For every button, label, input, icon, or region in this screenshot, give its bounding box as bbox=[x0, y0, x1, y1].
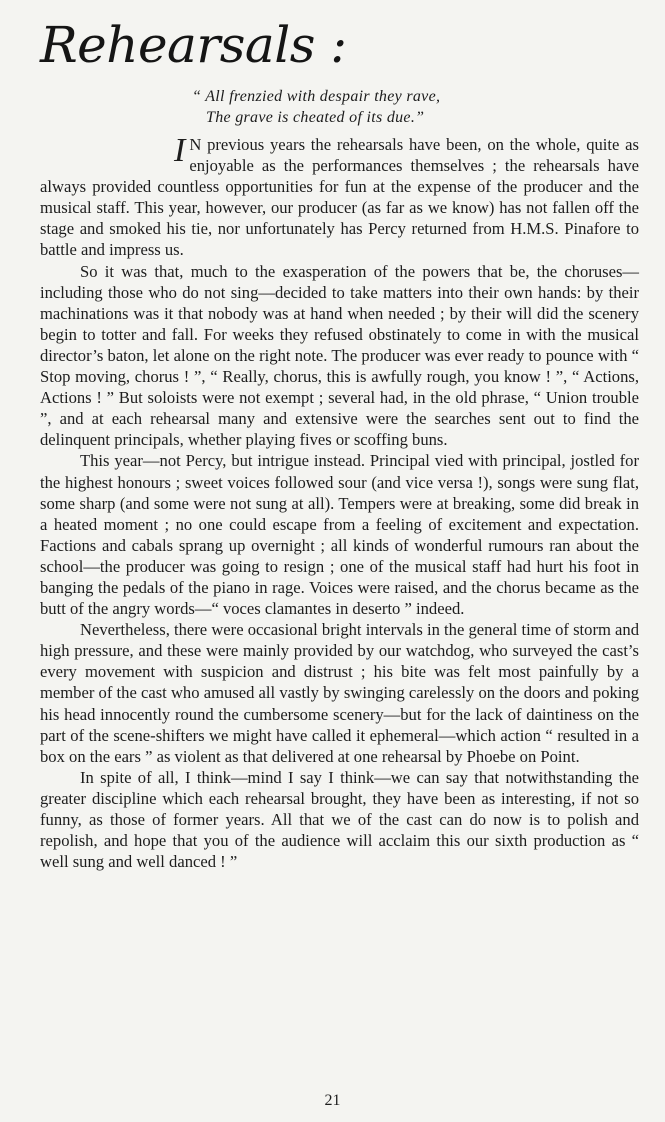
paragraph-2: So it was that, much to the exasperation of the powers that be, the choruses—including those who do not sing—decided to take matters into their own hands: by their machinations was it that nobody was at hand when needed ; by their will did the scenery begin to totter and fall. For weeks they refused obstinately to come in with the musical director’s baton, let alone on the right note. The producer was ever ready to pounce with “ Stop moving, chorus ! ”, “ Really, chorus, this is awfully rough, you know ! ”, “ Actions, Actions ! ” But soloists were not exempt ; several had, in the old phrase, “ Union trouble ”, and at each rehearsal many and extensive were the searches sent out to find the delinquent principals, whether playing fives or scoffing buns. bbox=[40, 261, 639, 450]
article-body bbox=[40, 134, 639, 872]
page-number: 21 bbox=[324, 1092, 341, 1109]
paragraph-3: This year—not Percy, but intrigue instead. Principal vied with principal, jostled for the highest honours ; sweet voices followed sour (and vice versa !), songs were sung flat, some sharp (and some were not sung at all). Tempers were at breaking, some did break in a heated moment ; no one could escape from a feeling of excitement and expectation. Factions and cabals sprang up overnight ; all kinds of wonderful rumours ran about the school—the producer was going to resign ; one of the musical staff had hurt his foot in banging the pedals of the piano in rage. Voices were raised, and the chorus became as the butt of the angry words—“ voces clamantes in deserto ” indeed. bbox=[40, 451, 639, 619]
epigraph bbox=[192, 86, 639, 128]
drop-cap: I bbox=[174, 132, 186, 169]
paragraph-4: Nevertheless, there were occasional bright intervals in the general time of storm and high pressure, and these were mainly provided by our watchdog, who surveyed the cast’s every movement with suspicion and distrust ; his bite was felt most painfully by a member of the cast who amused all vastly by swinging carelessly on the doors and poking his head innocently round the cumbersome scenery—but for the lack of daintiness on the part of the scene-shifters we might have called it ephemeral—which action “ resulted in a box on the ears ” as violent as that delivered at one rehearsal by Phoebe on Point. bbox=[40, 620, 639, 766]
epigraph-line-1: “ All frenzied with despair they rave, bbox=[192, 88, 441, 105]
paragraph-1-text: N previous years the rehearsals have been, on the whole, quite as enjoyable as the performances themselves ; the rehearsals have always provided countless opportunities for fun at the expense of the producer and the musical staff. This year, however, our producer (as far as we know) has not fallen off the stage and smoked his tie, nor unfortunately has Percy returned from H.M.S. Pinafore to battle and impress us. bbox=[40, 135, 639, 260]
paragraph-1 bbox=[40, 134, 639, 261]
epigraph-line-2: The grave is cheated of its due.” bbox=[206, 109, 425, 126]
paragraph-5: In spite of all, I think—mind I say I think—we can say that notwithstanding the greater discipline which each rehearsal brought, they have been as interesting, if not so funny, as those of former years. All that we of the cast can do now is to polish and repolish, and hope that you of the audience will acclaim this our sixth production as “ well sung and well danced ! ” bbox=[40, 767, 639, 872]
page-title: Rehearsals : bbox=[40, 16, 347, 74]
